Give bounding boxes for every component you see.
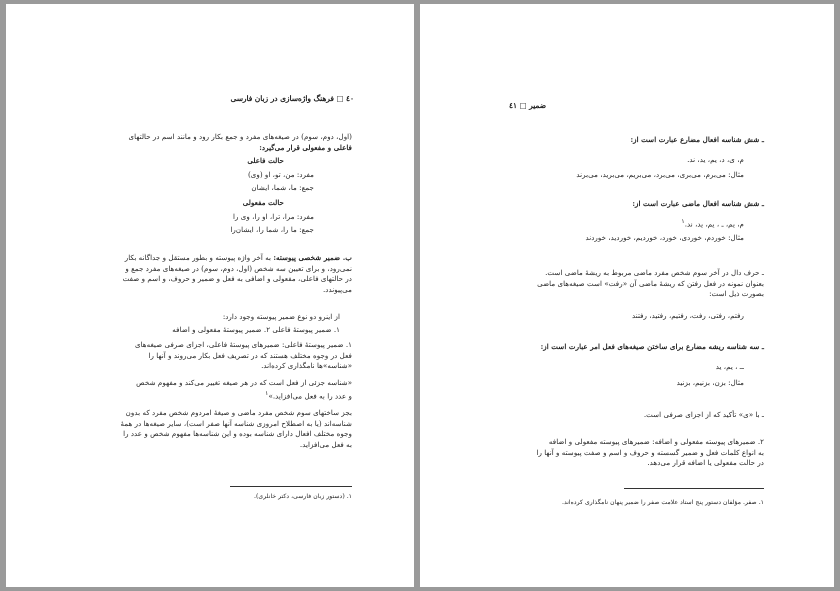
text-span: و عدد را به فعل می‌افزاید.» <box>268 390 352 400</box>
text-line: فاعلی و مفعولی قرار می‌گیرد: <box>259 142 352 152</box>
text-line: وجوه مختلف افعال دارای شناسه بوده و این شناسه‌ها مفهوم شخص و عدد را <box>123 429 352 439</box>
footnote-marker: ١ <box>265 389 269 397</box>
section-b-paragraph <box>123 253 352 295</box>
text-line: ـ حرف دال در آخر سوم شخص مفرد ماضی مربوط به ریشهٔ ماضی است. <box>545 268 764 277</box>
intro-paragraph <box>129 132 352 153</box>
imperative-title: ـ سه شناسه ریشه مضارع برای ساختن صیغه‌های فعل امر عبارت است از: <box>540 342 764 351</box>
emphasis-line: ـ با «ی» تأکید که از اجزای صرفی است. <box>643 410 764 419</box>
past-suffix-example: مثال: خوردم، خوردی، خورد، خوردیم، خوردید، خوردند <box>585 233 744 242</box>
text-line <box>123 253 352 264</box>
paragraph-3 <box>121 408 352 450</box>
text-line: شناسه‌اند (یا به اصطلاح امروزی شناسه آنها صفر است)، سایر صیغه‌ها در همهٔ <box>120 418 352 428</box>
imperative-forms: ــ ، یم، ید <box>715 362 744 371</box>
past-suffix-forms <box>681 217 744 230</box>
types-list: ١. ضمیر پیوستهٔ فاعلی ٢. ضمیر پیوستهٔ مفعولی و اضافه <box>172 325 340 334</box>
footnote-divider <box>230 486 352 487</box>
paragraph-1 <box>135 340 352 372</box>
object-case-block <box>230 198 314 236</box>
subject-case-title: حالت فاعلی <box>247 156 284 165</box>
object-plural: جمع: ما را، شما را، ایشان‌را <box>230 225 314 235</box>
text-line: بعنوان نمونه در فعل رفتن که ریشهٔ ماضی آن «رفت» است صیغه‌های ماضی <box>537 278 764 288</box>
text-line: در حالتهای فاعلی، مفعولی و اضافی به فعل و ضمیر و حروف، و اسم و صفت <box>122 274 352 284</box>
right-page <box>420 4 834 587</box>
left-page <box>6 4 414 587</box>
present-suffix-forms: م، ی، د، یم، ید، ند. <box>687 155 744 164</box>
text-line: «شناسه جزئی از فعل است که در هر صیغه تغییر می‌کند و مفهوم شخص <box>136 378 352 387</box>
object-suffix-paragraph <box>536 437 764 469</box>
left-page-header: ٤٠ □ فرهنگ واژه‌سازی در زبان فارسی <box>230 94 354 103</box>
text-line: بجز ساختهای سوم شخص مفرد ماضی و صیغهٔ امردوم شخص مفرد که بدون <box>125 408 352 417</box>
footnote-divider <box>624 488 764 489</box>
paragraph-2 <box>136 378 352 402</box>
text-line: ٢. ضمیرهای پیوسته مفعولی و اضافه: ضمیرهای پیوسته مفعولی و اضافه <box>548 437 764 446</box>
footnote-marker: ١ <box>681 218 685 225</box>
text-line <box>136 389 352 402</box>
dal-example: رفتم، رفتی، رفت، رفتیم، رفتید، رفتند <box>632 311 744 320</box>
text-line: در حالت مفعولی یا اضافه قرار می‌دهد. <box>647 458 764 468</box>
subject-case-block <box>247 156 314 194</box>
text-line: بصورت ذیل است: <box>709 289 764 299</box>
subject-plural: جمع: ما، شما، ایشان <box>251 183 314 193</box>
text-line: فعل در وجوه مختلف هستند که در تصریف فعل بکار می‌روند و آنها را <box>148 350 352 360</box>
text-span: م، یم، ـ ، یم، ید، ند. <box>684 219 744 229</box>
imperative-example: مثال: بزن، بزنیم، بزنید <box>676 378 744 387</box>
text-line: (اول، دوم، سوم) در صیغه‌های مفرد و جمع بکار رود و مانند اسم در حالتهای <box>128 132 352 141</box>
subject-singular: مفرد: من، تو، او (وی) <box>247 169 314 179</box>
text-line: «شناسه»ها نامگذاری کرده‌اند. <box>261 361 352 371</box>
text-line: می‌پیوندد. <box>323 284 352 294</box>
text-span: به آخر واژه پیوسته و بطور مستقل و جداگانه بکار <box>124 253 272 262</box>
object-singular: مفرد: مرا، ترا، او را، وی را <box>232 211 314 221</box>
text-line: به انواع کلمات فعل و ضمیر گسسته و حروف و اسم و صفت پیوسته و آنها را <box>536 447 764 457</box>
object-case-title: حالت مفعولی <box>242 198 284 207</box>
present-suffix-example: مثال: می‌برم، می‌بری، می‌برد، می‌بریم، می‌برید، می‌برند <box>576 170 744 179</box>
types-intro: از اینرو دو نوع ضمیر پیوسته وجود دارد: <box>222 312 340 321</box>
right-page-header: ضمیر □ ٤١ <box>509 101 546 110</box>
left-footnote: ١. (دستور زبان فارسی، دکتر خانلری). <box>254 493 352 500</box>
text-line: نمی‌رود، و برای تعیین سه شخص (اول، دوم، سوم) در صیغه‌های مفرد جمع و <box>125 263 352 273</box>
dal-paragraph <box>537 268 764 300</box>
past-suffix-title: ـ شش شناسه افعال ماضی عبارت است از: <box>632 199 764 208</box>
present-suffix-title: ـ شش شناسه افعال مضارع عبارت است از: <box>630 135 764 144</box>
section-b-label: ب. ضمیر شخصی پیوسته: <box>273 253 352 262</box>
text-line: ١. ضمیر پیوستهٔ فاعلی: ضمیرهای پیوستهٔ فاعلی، اجزای صرفی صیغه‌های <box>134 340 352 349</box>
text-line: به فعل می‌افزاید. <box>299 439 352 449</box>
right-footnote: ١. صفر. مؤلفان دستور پنج استاد علامت صفر را ضمیر پنهان نامگذاری کرده‌اند. <box>561 499 764 506</box>
